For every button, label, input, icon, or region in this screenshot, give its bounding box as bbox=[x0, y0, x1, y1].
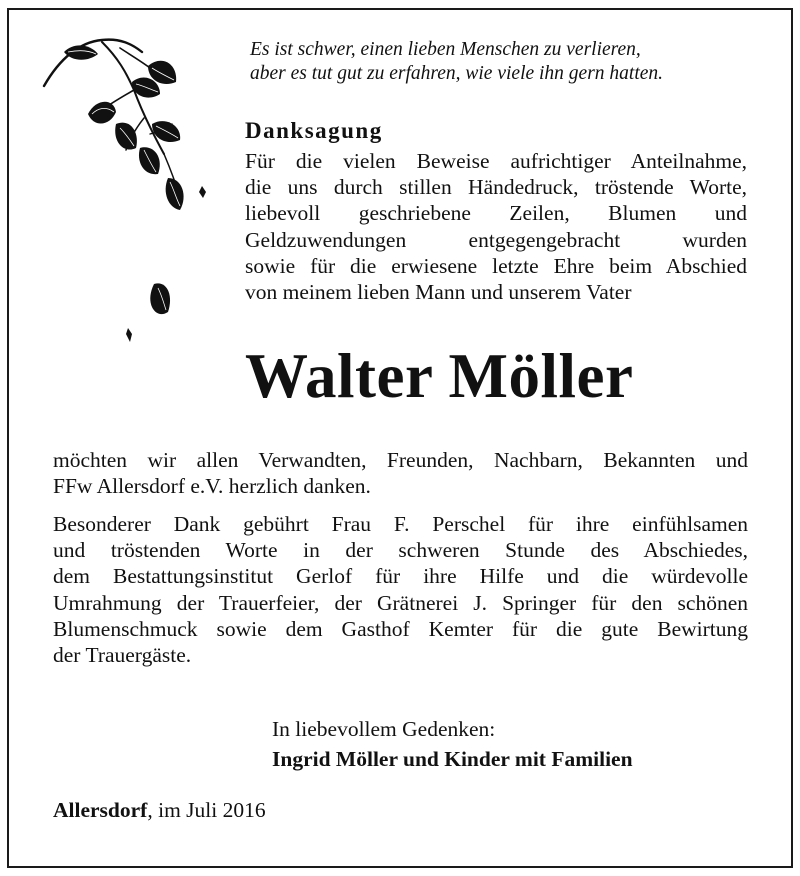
special-thanks-line: der Trauergäste. bbox=[53, 643, 192, 668]
heading: Danksagung bbox=[245, 118, 383, 143]
intro-line: von meinem lieben Mann und unserem Vater bbox=[245, 280, 632, 305]
special-thanks-paragraph bbox=[53, 511, 748, 668]
place-name: Allersdorf bbox=[53, 798, 148, 822]
intro-line: Für die vielen Beweise aufrichtiger Anteilnahme, bbox=[245, 149, 747, 173]
motto-line: Es ist schwer, einen lieben Menschen zu verlieren, bbox=[250, 39, 641, 60]
place-date bbox=[53, 796, 266, 824]
motto-quote bbox=[250, 38, 750, 86]
intro-line: sowie für die erwiesene letzte Ehre beim Abschied bbox=[245, 253, 747, 278]
date-text: , im Juli 2016 bbox=[147, 798, 266, 822]
thanks-line: FFw Allersdorf e.V. herzlich danken. bbox=[53, 474, 371, 499]
special-thanks-line: dem Bestattungsinstitut Gerlof für ihre Hilfe und die würdevolle bbox=[53, 564, 748, 589]
intro-line: liebevoll geschriebene Zeilen, Blumen und bbox=[245, 201, 747, 226]
special-thanks-line: Umrahmung der Trauerfeier, der Grätnerei J. Springer für den schönen bbox=[53, 590, 748, 615]
special-thanks-line: Besonderer Dank gebührt Frau F. Perschel für ihre einfühlsamen bbox=[53, 512, 748, 536]
thanks-line: möchten wir allen Verwandten, Freunden, Nachbarn, Bekannten und bbox=[53, 448, 748, 472]
deceased-name: Walter Möller bbox=[245, 341, 634, 411]
special-thanks-line: Blumenschmuck sowie dem Gasthof Kemter für die gute Bewirtung bbox=[53, 616, 748, 641]
signatories-line: Ingrid Möller und Kinder mit Familien bbox=[272, 747, 633, 771]
intro-paragraph bbox=[245, 148, 747, 305]
special-thanks-line: und tröstenden Worte in der schweren Stunde des Abschiedes, bbox=[53, 538, 748, 563]
thanks-paragraph bbox=[53, 447, 748, 499]
closing-signature bbox=[272, 714, 742, 774]
motto-line: aber es tut gut zu erfahren, wie viele ihn gern hatten. bbox=[250, 63, 664, 84]
remembrance-line: In liebevollem Gedenken: bbox=[272, 717, 496, 741]
intro-line: die uns durch stillen Händedruck, tröstende Worte, bbox=[245, 175, 747, 200]
intro-line: Geldzuwendungen entgegengebracht wurden bbox=[245, 227, 747, 252]
birch-branch-icon bbox=[40, 28, 230, 358]
